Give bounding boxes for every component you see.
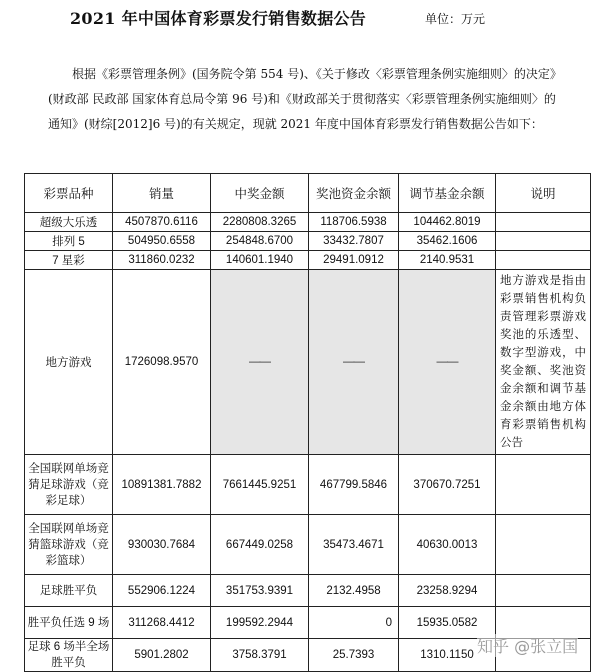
page-title: 2021 年中国体育彩票发行销售数据公告 <box>70 9 367 28</box>
sales-cell: 4507870.6116 <box>113 213 211 232</box>
fund-cell: 23258.9294 <box>399 575 496 607</box>
zhihu-watermark: 知乎 @张立国 <box>477 634 578 657</box>
note-cell: 地方游戏是指由彩票销售机构负责管理彩票游戏奖池的乐透型、数字型游戏，中奖金额、奖池资金余额和调节基金余额由地方体育彩票销售机构公告 <box>496 270 591 455</box>
pool-cell: 467799.5846 <box>309 455 399 515</box>
prize-cell: 3758.3791 <box>211 639 309 672</box>
pool-cell: 35473.4671 <box>309 515 399 575</box>
lottery-name: 足球 6 场半全场胜平负 <box>25 639 113 672</box>
table-row <box>25 270 591 455</box>
note-cell <box>496 232 591 251</box>
fund-cell: 104462.8019 <box>399 213 496 232</box>
prize-cell: 2280808.3265 <box>211 213 309 232</box>
table-header-row <box>25 174 591 213</box>
note-cell <box>496 251 591 270</box>
fund-cell: 35462.1606 <box>399 232 496 251</box>
prize-cell: 140601.1940 <box>211 251 309 270</box>
sales-cell: 311268.4412 <box>113 607 211 639</box>
pool-cell: —— <box>309 270 399 455</box>
header-sales: 销量 <box>113 174 211 213</box>
pool-cell: 29491.0912 <box>309 251 399 270</box>
sales-cell: 930030.7684 <box>113 515 211 575</box>
table-row <box>25 213 591 232</box>
lottery-name: 足球胜平负 <box>25 575 113 607</box>
lottery-name: 全国联网单场竞猜篮球游戏（竞彩篮球） <box>25 515 113 575</box>
sales-cell: 311860.0232 <box>113 251 211 270</box>
pool-cell: 118706.5938 <box>309 213 399 232</box>
fund-cell: 15935.0582 <box>399 607 496 639</box>
prize-cell: 199592.2944 <box>211 607 309 639</box>
lottery-name: 超级大乐透 <box>25 213 113 232</box>
header-note: 说明 <box>496 174 591 213</box>
header-pool: 奖池资金余额 <box>309 174 399 213</box>
pool-cell: 2132.4958 <box>309 575 399 607</box>
table-row <box>25 251 591 270</box>
fund-cell: 370670.7251 <box>399 455 496 515</box>
note-cell <box>496 575 591 607</box>
table-row <box>25 515 591 575</box>
pool-cell: 25.7393 <box>309 639 399 672</box>
prize-cell: 7661445.9251 <box>211 455 309 515</box>
table-row <box>25 232 591 251</box>
fund-cell: 40630.0013 <box>399 515 496 575</box>
fund-cell: 2140.9531 <box>399 251 496 270</box>
lottery-name: 地方游戏 <box>25 270 113 455</box>
sales-cell: 504950.6558 <box>113 232 211 251</box>
sales-cell: 10891381.7882 <box>113 455 211 515</box>
header-prize: 中奖金额 <box>211 174 309 213</box>
prize-cell: 351753.9391 <box>211 575 309 607</box>
lottery-sales-table <box>24 173 591 672</box>
fund-cell: 1310.1150 <box>399 639 496 672</box>
prize-cell: —— <box>211 270 309 455</box>
note-cell <box>496 213 591 232</box>
pool-cell: 0 <box>309 607 399 639</box>
sales-cell: 552906.1224 <box>113 575 211 607</box>
prize-cell: 667449.0258 <box>211 515 309 575</box>
lottery-name: 排列 5 <box>25 232 113 251</box>
table-row <box>25 455 591 515</box>
lottery-name: 7 星彩 <box>25 251 113 270</box>
sales-cell: 1726098.9570 <box>113 270 211 455</box>
header-fund: 调节基金余额 <box>399 174 496 213</box>
lottery-name: 全国联网单场竞猜足球游戏（竞彩足球） <box>25 455 113 515</box>
lottery-name: 胜平负任选 9 场 <box>25 607 113 639</box>
note-cell <box>496 455 591 515</box>
sales-cell: 5901.2802 <box>113 639 211 672</box>
unit-label: 单位：万元 <box>425 12 486 26</box>
intro-paragraph: 根据《彩票管理条例》(国务院令第 554 号)、《关于修改〈彩票管理条例实施细则〉的决定》(财政部 民政部 国家体育总局令第 96 号)和《财政部关于贯彻落实〈彩票管理条例实施细则〉的通知》(财综[2012]6 号)的有关规定，现就 2021 年度中国体育彩票发行销售数据公告如下： <box>48 67 562 131</box>
prize-cell: 254848.6700 <box>211 232 309 251</box>
note-cell <box>496 515 591 575</box>
pool-cell: 33432.7807 <box>309 232 399 251</box>
header-lottery-type: 彩票品种 <box>25 174 113 213</box>
fund-cell: —— <box>399 270 496 455</box>
table-row <box>25 575 591 607</box>
